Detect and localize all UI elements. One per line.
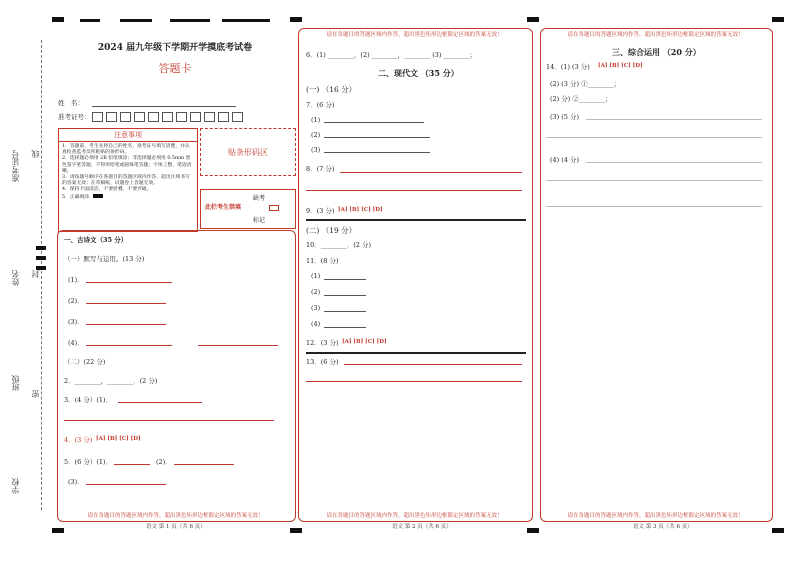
- answer-line[interactable]: [174, 464, 234, 465]
- registration-mark: [52, 528, 64, 533]
- warning-text: 请在各题目的答题区域内作答，超出黑色矩形边框限定区域的答案无效！: [326, 513, 503, 519]
- answer-line[interactable]: [344, 364, 522, 365]
- answer-line[interactable]: [64, 420, 274, 421]
- q4: 4．(3 分): [64, 436, 93, 444]
- side-xian: 线: [31, 150, 40, 158]
- note-item: 5．正确填涂: [62, 194, 90, 200]
- answer-line[interactable]: [86, 282, 172, 283]
- name-label: 姓 名：: [58, 99, 84, 107]
- registration-mark: [80, 19, 100, 22]
- answer-line[interactable]: [86, 324, 166, 325]
- q12-options[interactable]: [A] [B] [C] [D]: [342, 339, 387, 345]
- q1-1: (1)．: [68, 276, 84, 284]
- filled-example-icon: [93, 194, 103, 198]
- barcode-area: 贴条形码区: [200, 128, 296, 176]
- q7: 7．(6 分): [306, 101, 335, 109]
- note-item: 3．请按题号顺序在各题目的答题区域内作答，超出区域书写的答案无效；在草稿纸、试题卷上答题无效。: [62, 175, 190, 187]
- registration-mark: [120, 19, 152, 22]
- answer-line[interactable]: [306, 190, 522, 191]
- answer-line[interactable]: [324, 327, 366, 328]
- answer-line[interactable]: [586, 162, 762, 163]
- answer-line[interactable]: [86, 345, 172, 346]
- q1-2: (2)．: [68, 297, 84, 305]
- q14-3: (3) (5 分): [550, 113, 580, 121]
- answer-line[interactable]: [586, 119, 762, 120]
- registration-mark: [52, 17, 64, 22]
- side-id-label: 准考证号: [11, 150, 20, 182]
- q11-3: (3): [311, 304, 321, 312]
- answer-line[interactable]: [340, 172, 522, 173]
- q4-options[interactable]: [A] [B] [C] [D]: [96, 436, 141, 442]
- warning-text: 请在各题目的答题区域内作答，超出黑色矩形边框限定区域的答案无效！: [567, 513, 744, 519]
- answer-line[interactable]: [118, 402, 202, 403]
- q12: 12．(3 分): [306, 339, 339, 347]
- answer-line[interactable]: [546, 206, 762, 207]
- sub-1: （一）默写与运用。(13 分): [64, 255, 145, 263]
- note-item: 2．选择题必须用 2B 铅笔填涂；非选择题必须用 0.5mm 黑色签字笔答题，不得用铅笔或圆珠笔答题；字体工整、笔迹清晰。: [62, 156, 192, 174]
- q5-3: (3)．: [68, 478, 84, 486]
- q10: 10．________．(2 分): [306, 241, 372, 249]
- sub-2-2: (二) （19 分）: [306, 226, 357, 235]
- section-1-heading: 一、古诗文（35 分）: [64, 236, 128, 244]
- answer-line[interactable]: [324, 311, 366, 312]
- side-class-label: 班级: [11, 375, 20, 391]
- answer-line[interactable]: [324, 279, 366, 280]
- answer-line[interactable]: [324, 122, 424, 123]
- side-mark: [36, 246, 46, 250]
- side-mark: [36, 256, 46, 260]
- q11-1: (1): [311, 272, 321, 280]
- q1-3: (3)．: [68, 318, 84, 326]
- answer-line[interactable]: [114, 464, 150, 465]
- q5-2: (2)．: [156, 458, 172, 466]
- q11-2: (2): [311, 288, 321, 296]
- divider: [306, 219, 526, 221]
- exam-title: 2024 届九年级下学期开学摸底考试卷: [97, 43, 253, 53]
- q9: 9．(3 分): [306, 207, 335, 215]
- section-2-heading: 二、现代文 （35 分）: [378, 68, 459, 78]
- answer-line[interactable]: [306, 381, 522, 382]
- q7-3: (3): [311, 146, 321, 154]
- q14-2: (2) (3 分) ①________；: [550, 80, 621, 88]
- registration-mark: [772, 528, 784, 533]
- divider: [306, 352, 526, 354]
- section-3-heading: 三、综合运用 （20 分）: [612, 47, 701, 57]
- q14-4: (4) (4 分): [550, 156, 580, 164]
- q11: 11．(8 分): [306, 257, 339, 265]
- warning-text: 请在各题目的答题区域内作答，超出黑色矩形边框限定区域的答案无效！: [567, 32, 744, 38]
- absent-checkbox[interactable]: [269, 205, 279, 211]
- q7-1: (1): [311, 116, 321, 124]
- page2-footer: 语文 第 2 页（共 6 页）: [392, 524, 452, 530]
- absent-biao: 标记: [253, 217, 266, 224]
- q5: 5．(6 分）(1)．: [64, 458, 113, 466]
- registration-mark: [222, 19, 270, 22]
- registration-mark: [290, 528, 302, 533]
- side-school-label: 学校: [11, 478, 20, 494]
- q8: 8．(7 分): [306, 165, 335, 173]
- answer-line[interactable]: [86, 484, 166, 485]
- name-line[interactable]: [92, 106, 236, 107]
- q14-1: 14．(1) (3 分): [546, 63, 590, 71]
- absent-que: 缺考: [253, 195, 266, 202]
- answer-line[interactable]: [86, 303, 166, 304]
- registration-mark: [527, 17, 539, 22]
- q7-2: (2): [311, 131, 321, 139]
- id-label: 准考证号：: [58, 113, 91, 121]
- answer-line[interactable]: [324, 152, 430, 153]
- answer-line[interactable]: [324, 295, 366, 296]
- q1-4: (4)．: [68, 339, 84, 347]
- page3-footer: 语文 第 3 页（共 6 页）: [633, 524, 693, 530]
- answer-line[interactable]: [324, 137, 430, 138]
- answer-line[interactable]: [198, 345, 278, 346]
- absent-box: [200, 189, 296, 229]
- side-feng: 封: [31, 270, 40, 278]
- side-mi: 密: [31, 390, 40, 398]
- answer-sheet-title: 答题卡: [158, 62, 192, 75]
- q11-4: (4): [311, 320, 321, 328]
- answer-line[interactable]: [546, 137, 762, 138]
- registration-mark: [290, 17, 302, 22]
- answer-line[interactable]: [546, 180, 762, 181]
- note-item: 4．保持卡面清洁，不要折叠、不要弄破。: [62, 187, 152, 193]
- side-mark: [36, 266, 46, 270]
- registration-mark: [527, 528, 539, 533]
- notes-box: [58, 128, 198, 232]
- binding-line: [41, 40, 42, 510]
- absent-note: 此栏考生禁填: [205, 204, 242, 211]
- q13: 13．(6 分): [306, 358, 339, 366]
- warning-text: 请在各题目的答题区域内作答，超出黑色矩形边框限定区域的答案无效！: [87, 513, 264, 519]
- q6: 6．(1) ________，(2) ________，________ (3) ________；: [306, 51, 477, 59]
- q14-options[interactable]: [A] [B] [C] [D]: [598, 63, 643, 69]
- note-item: 1．答题前，考生先将自己的姓名，准考证号填写清楚，并认真检查监考员所粘贴的条形码。: [62, 144, 190, 156]
- side-name-label: 姓名: [11, 270, 20, 286]
- q2: 2．________，________．(2 分): [64, 377, 158, 385]
- registration-mark: [170, 19, 210, 22]
- warning-text: 请在各题目的答题区域内作答，超出黑色矩形边框限定区域的答案无效！: [326, 32, 503, 38]
- notes-heading: 注意事项: [59, 129, 197, 142]
- q3: 3．(4 分）(1)．: [64, 396, 113, 404]
- sub-2: （二）(22 分): [64, 358, 106, 366]
- q9-options[interactable]: [A] [B] [C] [D]: [338, 207, 383, 213]
- page1-footer: 语文 第 1 页（共 6 页）: [146, 524, 206, 530]
- sub-2-1: (一) （16 分）: [306, 85, 357, 94]
- registration-mark: [772, 17, 784, 22]
- q14-2b: (2) 分) ②________；: [550, 95, 612, 103]
